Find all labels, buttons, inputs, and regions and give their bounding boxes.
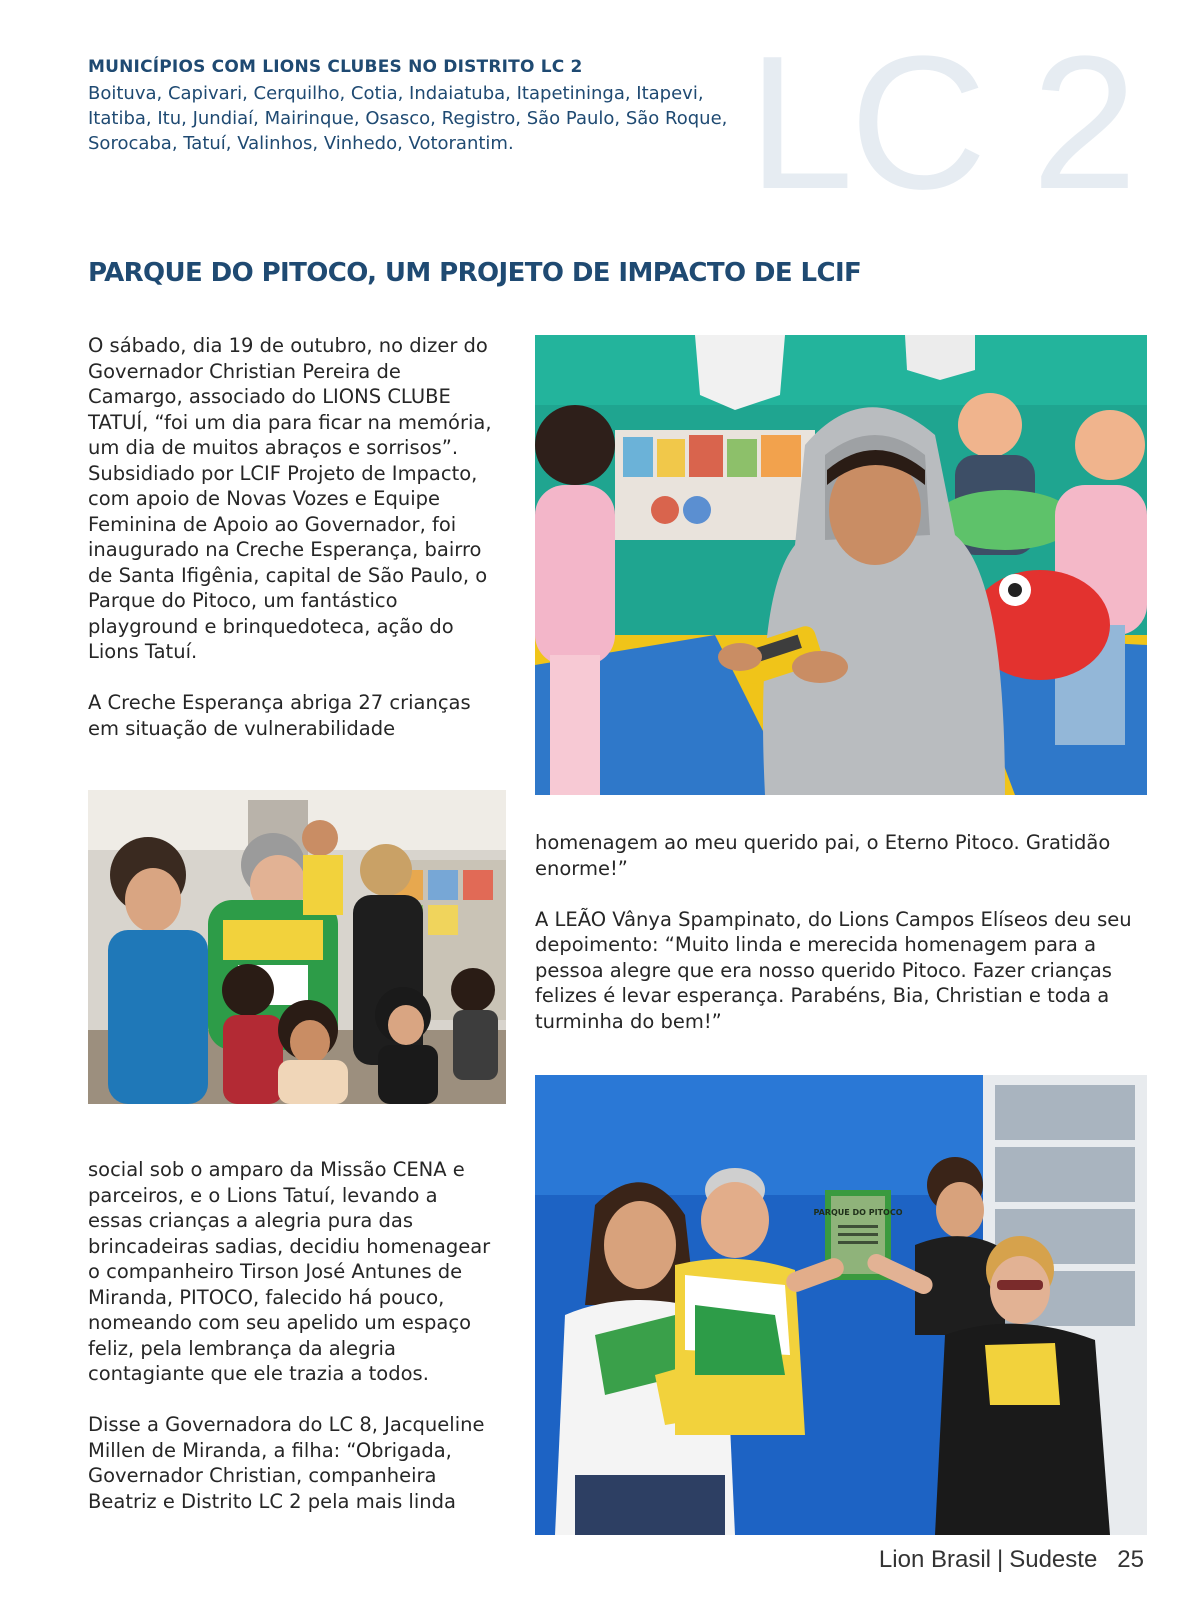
article-text-col1-bottom: [88, 1157, 496, 1514]
section-name: Sudeste: [1009, 1546, 1098, 1573]
plaque-text: PARQUE DO PITOCO: [813, 1208, 903, 1217]
paragraph: O sábado, dia 19 de outubro, no dizer do Governador Christian Pereira de Camargo, associado do LIONS CLUBE TATUÍ, “foi um dia para ficar na memória, um dia de muitos abraços e sorrisos”. Subsidiado por LCIF Projeto de Impacto, com apoio de Novas Vozes e Equipe Feminina de Apoio ao Governador, foi inaugurado na Creche Esperança, bairro de Santa Ifigênia, capital de São Paulo, o Parque do Pitoco, um fantástico playground e brinquedoteca, ação do Lions Tatuí.: [88, 334, 492, 663]
photo-group-with-children: [88, 790, 506, 1104]
article-text-col1-top: [88, 333, 496, 741]
article-headline: PARQUE DO PITOCO, UM PROJETO DE IMPACTO DE LCIF: [88, 258, 862, 288]
photo-group-with-children-illustration: [88, 790, 506, 1104]
publication-name: Lion Brasil: [878, 1546, 991, 1573]
photo-boy-with-toy-car: [535, 335, 1147, 795]
footer-separator: |: [996, 1546, 1004, 1573]
photo-boy-with-toy-car-illustration: [535, 335, 1147, 795]
paragraph: social sob o amparo da Missão CENA e parceiros, e o Lions Tatuí, levando a essas crianças a alegria pura das brincadeiras sadias, decidiu homenagear o companheiro Tirson José Antunes de Miranda, PITOCO, falecido há pouco, nomeando com seu apelido um espaço feliz, pela lembrança da alegria contagiante que ele trazia a todos.: [88, 1158, 491, 1385]
photo-plaque-unveiling-illustration: [535, 1075, 1147, 1535]
page-footer: [879, 1546, 1144, 1574]
paragraph: homenagem ao meu querido pai, o Eterno Pitoco. Gratidão enorme!”: [535, 831, 1111, 880]
paragraph: A LEÃO Vânya Spampinato, do Lions Campos Elíseos deu seu depoimento: “Muito linda e merecida homenagem para a pessoa alegre que era nosso querido Pitoco. Fazer crianças felizes é levar esperança. Parabéns, Bia, Christian e toda a turminha do bem!”: [535, 907, 1132, 1033]
paragraph: Disse a Governadora do LC 8, Jacqueline Millen de Miranda, a filha: “Obrigada, Governador Christian, companheira Beatriz e Distrito LC 2 pela mais linda: [88, 1413, 485, 1513]
municipalities-title: MUNICÍPIOS COM LIONS CLUBES NO DISTRITO LC 2: [88, 57, 583, 77]
district-watermark: LC 2: [748, 17, 1134, 229]
article-text-col2-middle: [535, 830, 1147, 1034]
photo-plaque-unveiling: [535, 1075, 1147, 1535]
municipalities-list: Boituva, Capivari, Cerquilho, Cotia, Indaiatuba, Itapetininga, Itapevi, Itatiba, Itu, Jundiaí, Mairinque, Osasco, Registro, São Paulo, São Roque, Sorocaba, Tatuí, Valinhos, Vinhedo, Votorantim.: [88, 83, 728, 154]
paragraph: A Creche Esperança abriga 27 crianças em situação de vulnerabilidade: [88, 691, 471, 740]
page-number: 25: [1117, 1546, 1144, 1573]
